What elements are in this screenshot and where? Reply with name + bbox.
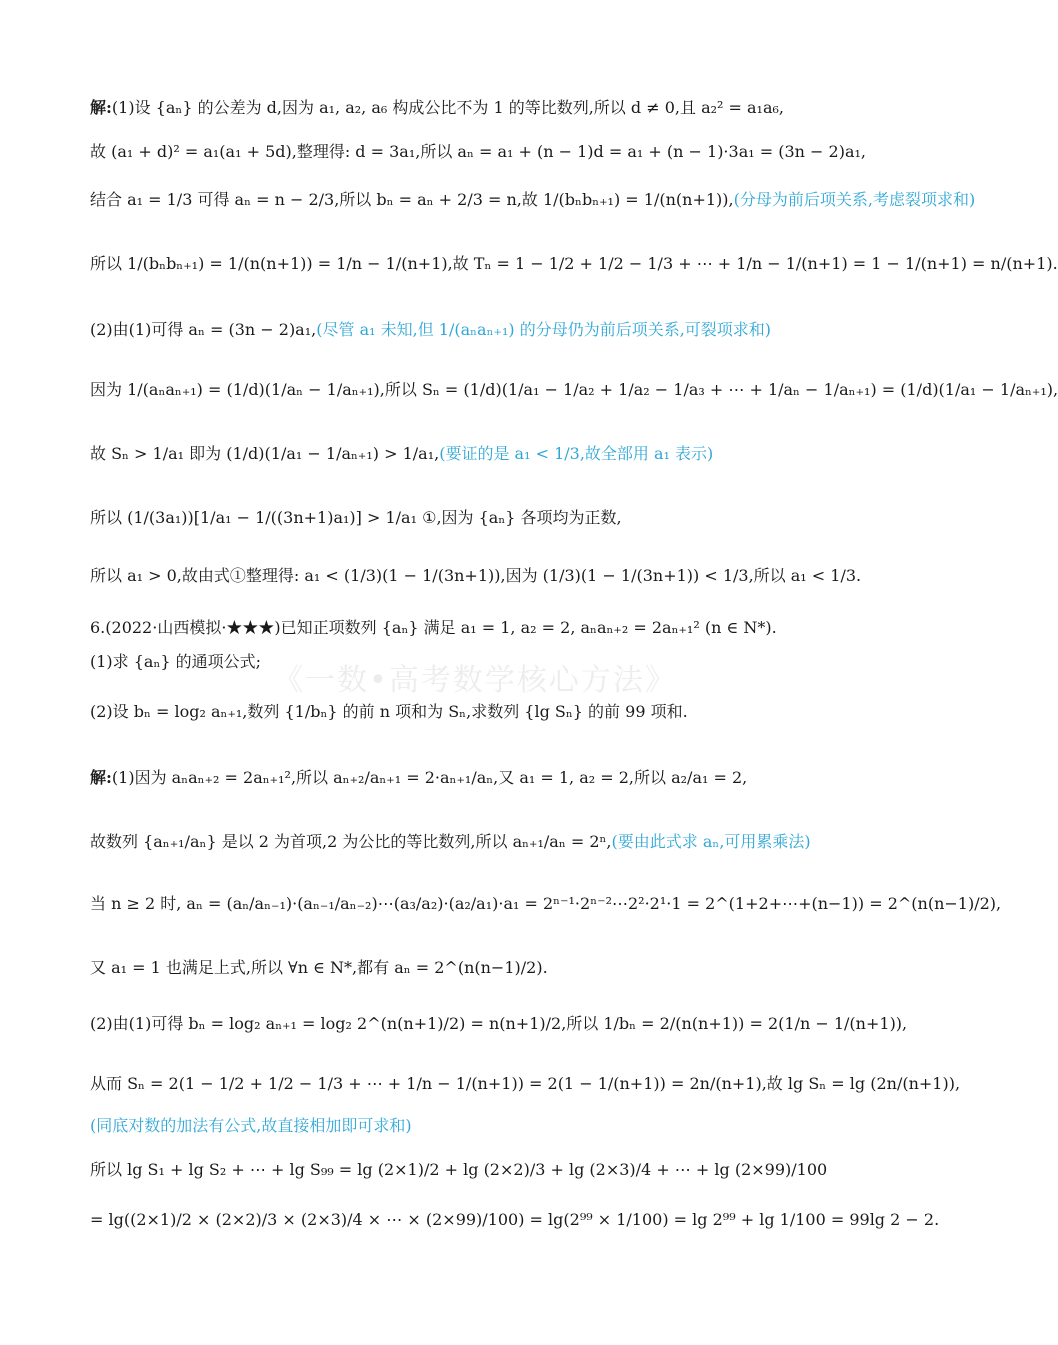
line-text: 结合 a₁ = 1/3 可得 aₙ = n − 2/3,所以 bₙ = aₙ + 2/3 = n,故 1/(bₙbₙ₊₁) = 1/(n(n+1)), xyxy=(90,190,734,209)
line-text: = lg((2×1)/2 × (2×2)/3 × (2×3)/4 × ⋯ × (2×99)/100) = lg(2⁹⁹ × 1/100) = lg 2⁹⁹ + lg 1/100 = 99lg 2 − 2. xyxy=(90,1210,940,1229)
annotation-note: (分母为前后项关系,考虑裂项求和) xyxy=(733,190,976,209)
text-line xyxy=(90,252,1058,276)
line-text: 因为 1/(aₙaₙ₊₁) = (1/d)(1/aₙ − 1/aₙ₊₁),所以 Sₙ = (1/d)(1/a₁ − 1/a₂ + 1/a₂ − 1/a₃ + ⋯ + 1/aₙ − 1/aₙ₊₁) = (1/d)(1/a₁ − 1/aₙ₊₁), xyxy=(90,380,1058,399)
text-line xyxy=(90,318,890,342)
line-text: 所以 (1/(3a₁))[1/a₁ − 1/((3n+1)a₁)] > 1/a₁ ①,因为 {aₙ} 各项均为正数, xyxy=(90,508,622,527)
text-line xyxy=(90,1012,908,1036)
solution-label: 解: xyxy=(90,98,112,117)
line-text: 故 (a₁ + d)² = a₁(a₁ + 5d),整理得: d = 3a₁,所以 aₙ = a₁ + (n − 1)d = a₁ + (n − 1)·3a₁ = (3n − 2)a₁, xyxy=(90,142,866,161)
annotation-note: (尽管 a₁ 未知,但 1/(aₙaₙ₊₁) 的分母仍为前后项关系,可裂项求和) xyxy=(316,320,772,339)
annotation-note: (要证的是 a₁ < 1/3,故全部用 a₁ 表示) xyxy=(439,444,714,463)
line-text: (1)因为 aₙaₙ₊₂ = 2aₙ₊₁²,所以 aₙ₊₂/aₙ₊₁ = 2·aₙ₊₁/aₙ,又 a₁ = 1, a₂ = 2,所以 a₂/a₁ = 2, xyxy=(111,768,748,787)
text-line xyxy=(90,650,890,674)
text-line xyxy=(90,766,890,790)
text-line xyxy=(90,1114,890,1138)
line-text: 当 n ≥ 2 时, aₙ = (aₙ/aₙ₋₁)·(aₙ₋₁/aₙ₋₂)⋯(a₃/a₂)·(a₂/a₁)·a₁ = 2ⁿ⁻¹·2ⁿ⁻²⋯2²·2¹·1 = 2^(1+2+⋯+(n−1)) = 2^(n(n−1)/2), xyxy=(90,894,1002,913)
line-text: 所以 a₁ > 0,故由式①整理得: a₁ < (1/3)(1 − 1/(3n+1)),因为 (1/3)(1 − 1/(3n+1)) < 1/3,所以 a₁ < 1/3. xyxy=(90,566,862,585)
text-line xyxy=(90,140,890,164)
line-text: 所以 1/(bₙbₙ₊₁) = 1/(n(n+1)) = 1/n − 1/(n+1),故 Tₙ = 1 − 1/2 + 1/2 − 1/3 + ⋯ + 1/n − 1/(n+1) = 1 − 1/(n+1) = n/(n+1). xyxy=(90,254,1058,273)
text-line xyxy=(90,616,890,640)
line-text: 又 a₁ = 1 也满足上式,所以 ∀n ∈ N*,都有 aₙ = 2^(n(n−1)/2). xyxy=(90,958,548,977)
text-line xyxy=(90,442,890,466)
annotation-note: (同底对数的加法有公式,故直接相加即可求和) xyxy=(90,1116,412,1135)
text-line xyxy=(90,564,890,588)
line-text: 故 Sₙ > 1/a₁ 即为 (1/d)(1/a₁ − 1/aₙ₊₁) > 1/a₁, xyxy=(90,444,440,463)
line-text: 所以 lg S₁ + lg S₂ + ⋯ + lg S₉₉ = lg (2×1)/2 + lg (2×2)/3 + lg (2×3)/4 + ⋯ + lg (2×99)/100 xyxy=(90,1160,828,1179)
text-line xyxy=(90,378,1058,402)
line-text: 6.(2022·山西模拟·★★★)已知正项数列 {aₙ} 满足 a₁ = 1, a₂ = 2, aₙaₙ₊₂ = 2aₙ₊₁² (n ∈ N*). xyxy=(90,618,777,637)
solution-label: 解: xyxy=(90,768,112,787)
text-line xyxy=(90,96,890,120)
line-text: (1)求 {aₙ} 的通项公式; xyxy=(90,652,262,671)
line-text: 从而 Sₙ = 2(1 − 1/2 + 1/2 − 1/3 + ⋯ + 1/n − 1/(n+1)) = 2(1 − 1/(n+1)) = 2n/(n+1),故 lg Sₙ = lg (2n/(n+1)), xyxy=(90,1074,961,1093)
text-line xyxy=(90,1208,940,1232)
text-line xyxy=(90,188,976,212)
line-text: (2)由(1)可得 bₙ = log₂ aₙ₊₁ = log₂ 2^(n(n+1)/2) = n(n+1)/2,所以 1/bₙ = 2/(n(n+1)) = 2(1/n − 1/(n+1)), xyxy=(90,1014,908,1033)
watermark: 《一数•高考数学核心方法》 xyxy=(273,663,677,698)
annotation-note: (要由此式求 aₙ,可用累乘法) xyxy=(611,832,811,851)
text-line xyxy=(90,956,890,980)
text-line xyxy=(90,700,890,724)
line-text: (1)设 {aₙ} 的公差为 d,因为 a₁, a₂, a₆ 构成公比不为 1 的等比数列,所以 d ≠ 0,且 a₂² = a₁a₆, xyxy=(111,98,785,117)
line-text: 故数列 {aₙ₊₁/aₙ} 是以 2 为首项,2 为公比的等比数列,所以 aₙ₊₁/aₙ = 2ⁿ, xyxy=(90,832,612,851)
text-line xyxy=(90,506,890,530)
text-line xyxy=(90,1072,961,1096)
text-line xyxy=(90,1158,890,1182)
line-text: (2)由(1)可得 aₙ = (3n − 2)a₁, xyxy=(90,320,317,339)
line-text: (2)设 bₙ = log₂ aₙ₊₁,数列 {1/bₙ} 的前 n 项和为 Sₙ,求数列 {lg Sₙ} 的前 99 项和. xyxy=(90,702,688,721)
text-line xyxy=(90,830,890,854)
text-line xyxy=(90,892,1002,916)
